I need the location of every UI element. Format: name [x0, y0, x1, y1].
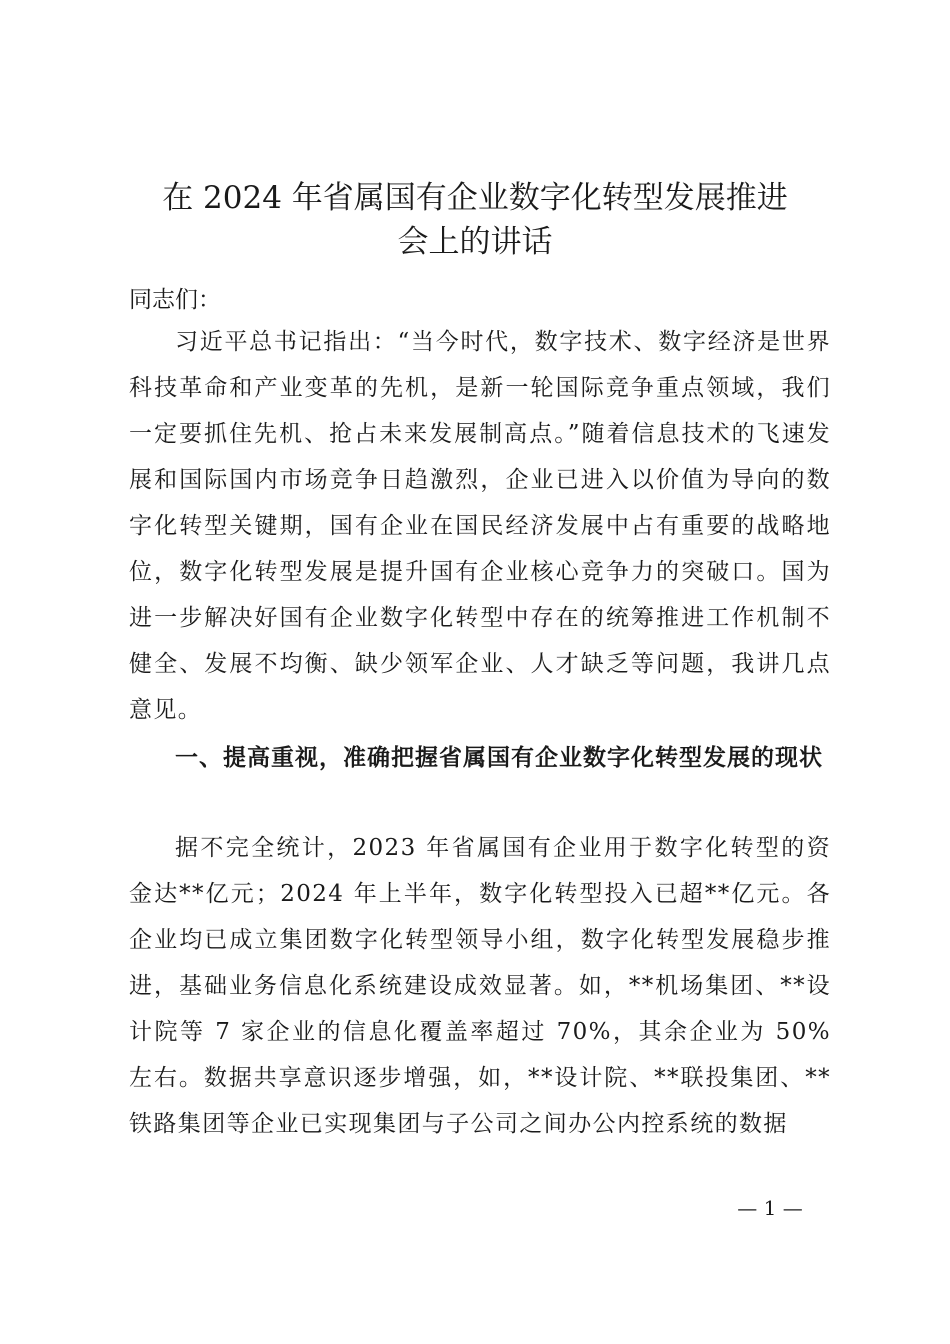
paragraph-status: 据不完全统计，2023 年省属国有企业用于数字化转型的资金达**亿元；2024 年上半年，数字化转型投入已超**亿元。各企业均已成立集团数字化转型领导小组，数字化转型发展稳步推进，基础业务信息化系统建设成效显著。如，**机场集团、**设计院等 7 家企业的信息化覆盖率超过 70%，其余企业为 50% 左右。数据共享意识逐步增强，如，**设计院、**联投集团、**铁路集团等企业已实现集团与子公司之间办公内控系统的数据: [129, 835, 831, 1137]
page-number: — 1 —: [737, 1196, 803, 1220]
section-heading-1: 一、提高重视，准确把握省属国有企业数字化转型发展的现状: [175, 745, 823, 771]
paragraph-intro: 习近平总书记指出：“当今时代，数字技术、数字经济是世界科技革命和产业变革的先机，是新一轮国际竞争重点领域，我们一定要抓住先机、抢占未来发展制高点。”随着信息技术的飞速发展和国际国内市场竞争日趋激烈，企业已进入以价值为导向的数字化转型关键期，国有企业在国民经济发展中占有重要的战略地位，数字化转型发展是提升国有企业核心竞争力的突破口。国为进一步解决好国有企业数字化转型中存在的统筹推进工作机制不健全、发展不均衡、缺少领军企业、人才缺乏等问题，我讲几点意见。: [129, 329, 831, 723]
title-line-2: 会上的讲话: [397, 224, 553, 260]
salutation: 同志们：: [129, 287, 221, 313]
document-title: [120, 176, 830, 264]
title-line-1: 在 2024 年省属国有企业数字化转型发展推进: [162, 180, 788, 216]
